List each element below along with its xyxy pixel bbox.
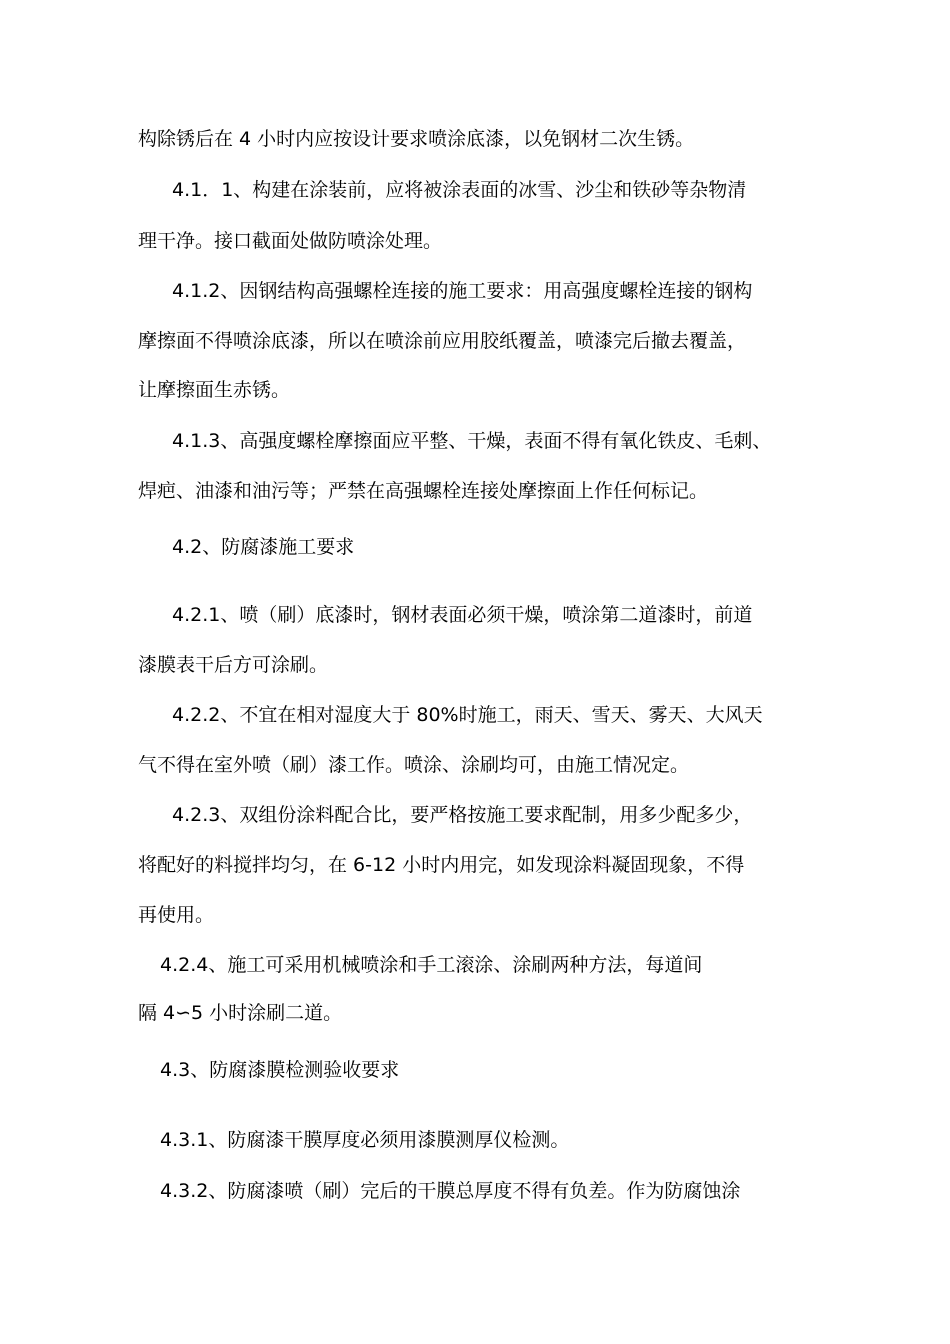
section-heading: 4.2、防腐漆施工要求 <box>172 536 355 558</box>
text-line: 漆膜表干后方可涂刷。 <box>138 654 329 676</box>
text-line: 再使用。 <box>138 904 215 926</box>
text-line: 4.1．1、构建在涂装前，应将被涂表面的冰雪、沙尘和铁砂等杂物清 <box>172 179 747 201</box>
text-line: 理干净。接口截面处做防喷涂处理。 <box>138 230 443 252</box>
text-line: 4.2.2、不宜在相对湿度大于 80%时施工，雨天、雪天、雾天、大风天 <box>172 704 763 726</box>
text-line: 4.2.4、施工可采用机械喷涂和手工滚涂、涂刷两种方法，每道间 <box>160 954 703 976</box>
section-heading: 4.3、防腐漆膜检测验收要求 <box>160 1059 400 1081</box>
text-line: 4.3.1、防腐漆干膜厚度必须用漆膜测厚仪检测。 <box>160 1129 570 1151</box>
text-line: 4.2.1、喷（刷）底漆时，钢材表面必须干燥，喷涂第二道漆时，前道 <box>172 604 753 626</box>
text-line: 摩擦面不得喷涂底漆，所以在喷涂前应用胶纸覆盖，喷漆完后撤去覆盖， <box>138 330 747 352</box>
text-line: 将配好的料搅拌均匀，在 6-12 小时内用完，如发现涂料凝固现象，不得 <box>138 854 745 876</box>
text-line: 4.1.3、高强度螺栓摩擦面应平整、干燥，表面不得有氧化铁皮、毛刺、 <box>172 430 772 452</box>
text-line: 构除锈后在 4 小时内应按设计要求喷涂底漆，以免钢材二次生锈。 <box>138 128 695 150</box>
text-line: 4.1.2、因钢结构高强螺栓连接的施工要求：用高强度螺栓连接的钢构 <box>172 280 753 302</box>
text-line: 让摩擦面生赤锈。 <box>138 379 291 401</box>
text-line: 4.2.3、双组份涂料配合比，要严格按施工要求配制，用多少配多少， <box>172 804 753 826</box>
text-line: 4.3.2、防腐漆喷（刷）完后的干膜总厚度不得有负差。作为防腐蚀涂 <box>160 1180 741 1202</box>
text-line: 焊疤、油漆和油污等；严禁在高强螺栓连接处摩擦面上作任何标记。 <box>138 480 709 502</box>
text-line: 气不得在室外喷（刷）漆工作。喷涂、涂刷均可，由施工情况定。 <box>138 754 690 776</box>
text-line: 隔 4∽5 小时涂刷二道。 <box>138 1002 343 1024</box>
